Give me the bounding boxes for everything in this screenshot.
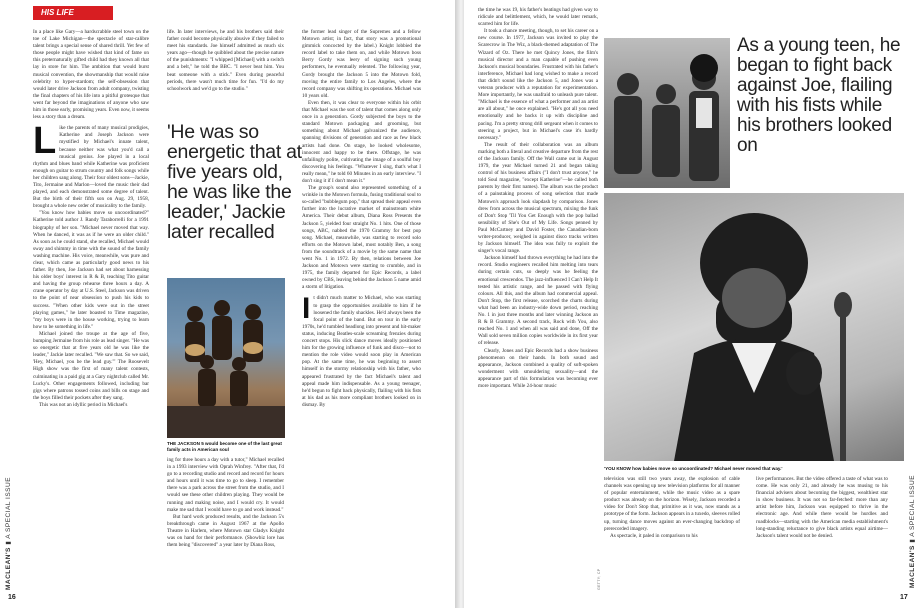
family-photo: [604, 38, 730, 188]
body-paragraph: Michael joined the troupe at the age of five, bumping Jermaine from his role as lead singer. "He was so energetic that at five years old he was like the leader," Jackie later recalled. "We saw that. So we said, 'Hey, Michael, you be the lead guy.'" The Roosevelt High show was the first of many talent contests, culminating in a paid gig at a Gary nightclub called Mr. Lucky's. Other engagements followed, including bar gigs where patrons tossed coins and bills on stage and the boys filled their pockets after they sang.: [33, 330, 149, 401]
body-paragraph: "You know how babies move so uncoordinated?" Katherine told author J. Randy Taraborrelli for a 1991 biography of her son. "Michael never moved that way. When he danced, it was as if he were an older child." As soon as he could stand, she recalled, Michael would sway and shimmy in time with the sound of the family washing machine. His voice, meanwhile, was pure and clear, which came as particularly good news to his father. By then, Joe Jackson had set about harnessing his older boys' interest in R & B, teaching Tito guitar and having the group rehearse three hours a day. A crane operator by day at U.S. Steel, Jackson was driven to the point of near obsession to push his kids to success. "When other kids were out in the street playing games," he later boasted to Time magazine, "my boys were in the house working, trying to learn how to be something in life.": [33, 210, 149, 330]
right-column-2-bottom: [604, 476, 740, 587]
singer-silhouette: [604, 193, 904, 461]
magazine-side-label: MACLEAN'S ▮ A SPECIAL ISSUE: [5, 476, 12, 590]
band-silhouettes: [167, 278, 285, 438]
lead-text: ike the parents of many musical prodigies, Katherine and Joseph Jackson were mystified by Michael's innate talent, because neither was what you'd call a musical genius. Joe played in a local rhythm and blues band while Katherine was proficient enough on guitar to strum country and folk songs while her children sang along. Their four oldest sons—Jackie, Tito, Jermaine and Marlon—loved the music their dad played, and each demonstrated some degree of talent. But the birth of their fifth son on Aug. 29, 1958, brought a whole new order of musicality to the family.: [33, 125, 149, 210]
jackson-5-photo: [167, 278, 285, 438]
left-page: [0, 0, 458, 608]
magazine-name: MACLEAN'S: [909, 545, 916, 588]
family-silhouettes: [604, 38, 730, 188]
body-paragraph: life. In later interviews, he and his brothers said their father could become physically abusive if they failed to meet his standards. Joe himself admitted as much six years ago—though he quibbled about the precise nature of the punishments: "I whipped [Michael] with a switch and a belt," he told the BBC. "I never beat him. You beat someone with a stick." Even during peaceful periods, there wasn't much time for fun. "I'd do my schoolwork and we'd go to the studio.": [167, 29, 284, 92]
body-paragraph: Jackson himself had thrown everything he had into the record. Studio engineers recalled him melting into tears during certain cuts, so deeply was he feeling the emotional crescendos. The jazz-influenced I Can't Help It tested his artistic range, and he passed with flying colours. All this, and the album had commercial appeal. Don't Stop, the first release, scorched the charts during what had been an industry-wide down period, reaching No. 1 in just three months and later winning Jackson an R & B Grammy. A second track, Rock with You, also reached No. 1 and when all was said and done, Off the Wall sold seven million copies worldwide in its first year of release.: [478, 255, 598, 347]
body-paragraph: The result of their collaboration was an album marking both a literal and creative departure from the rest of the Jackson family. Off the Wall came out in August 1979, the year Michael turned 21 and began taking control of his business affairs ("I don't trust anyone," he told Soul magazine, "except Katherine"—he called both parents by their first names). The album was the product of a painstaking process of song selection that made Motown's approach look slapdash by comparison. Jones drew from across the musical spectrum, mixing the funk of Don't Stop 'Til You Get Enough with the pop ballad sensibility of She's Out of My Life. Songs penned by Paul McCartney and David Foster, the Canadian-born writer-producer, weighed in against disco tracks written by Jackson himself. The idea was fully to exploit the singer's vocal range.: [478, 141, 598, 255]
body-paragraph: the time he was 19, his father's beatings had given way to ridicule and belittlement, which, he would later remark, scarred him for life.: [478, 7, 598, 28]
left-column-2-top: [167, 29, 284, 121]
issue-label: A SPECIAL ISSUE: [5, 476, 12, 539]
section-tag: HIS LIFE: [33, 6, 113, 20]
dropcap-letter: L: [33, 120, 57, 163]
dropcap-letter: I: [302, 292, 311, 326]
photo-credit: GETTY; CP: [597, 568, 601, 590]
photo-caption: THE JACKSON 5 would become one of the last great family acts in American soul: [167, 441, 282, 452]
page-number: 17: [900, 594, 908, 601]
body-paragraph: As spectacle, it paled in comparison to his: [610, 532, 698, 539]
photo-caption: 'YOU KNOW how babies move so uncoordinated? Michael never moved that way.': [604, 466, 783, 471]
body-paragraph: live performances. But the video offered a taste of what was to come. He was only 21, and already he was musing to his financial advisers about becoming the biggest, wealthiest star in show business. It was not so far-fetched: more than any artist before him, Jackson was equipped to thrive in the electronic age. And while there would be hurdles and roadblocks—starting with the American media establishment's long-standing reluctance to give black artists equal airtime—Jackson's talent would not be denied.: [756, 476, 888, 539]
pull-quote: As a young teen, he began to fight back against Joe, flailing with his fists while his brothers looked on: [737, 35, 901, 156]
lead-paragraph: [33, 120, 149, 210]
pull-quote: 'He was so energetic that at five years old, he was like the leader,' Jackie later recalled: [167, 121, 302, 243]
body-paragraph: The group's sound also represented something of a wrinkle in the Motown formula, fusing traditional soul to so-called "bubblegum pop," that spread their appeal even further into the lucrative market of mainstream white America. Their debut album, Diana Ross Presents the Jackson 5, yielded four straight No. 1 hits. One of those songs, ABC, nabbed the 1970 Grammy for best pop song. Michael, meanwhile, was starting to record solo efforts on the Motown label, most notably Ben, a song from the soundtrack of a movie by the same name that went No. 1 in 1972. By then, relations between Joe Jackson and Motown were starting to crumble, and in 1975, the family departed for Epic Records, a label owned by CBS, leaving behind the Jackson 5 name amid a storm of litigation.: [302, 185, 421, 291]
body-paragraph: This was not an idyllic period in Michael's: [39, 401, 128, 408]
body-paragraph: ing for three hours a day with a tutor," Michael recalled in a 1993 interview with Oprah Winfrey. "After that, I'd go to a recording studio and record and record for hours and hours until it was time to go to sleep. I remember there was a park across the street from the studio, and I would see these other children playing. They would be running and making noise, and I would cry. It would make me sad that I would have to go and work instead.": [167, 457, 284, 513]
body-paragraph: Even then, it was clear to everyone within his orbit that Michael was the sort of talent that comes along only once in a generation. Gordy subjected the boys to the standard Motown packaging and grooming, but something about Michael galvanized the audience, spanning divisions of generation and race as few black artists had done. On stage, he looked wholesome, innocent and happy to be there. Offstage, he was unfailingly polite, cultivating the image of a soulful boy discovering his feelings. "Whatever I sing, that's what I really mean," he told 60 Minutes in an early interview. "I don't sing it if I don't mean it.": [302, 99, 421, 184]
body-paragraph: the former lead singer of the Supremes and a fellow Motown artist; in fact, that story was a promotional gimmick concocted by the label.) Knight lobbied the record label to take them on, and while Motown boss Berry Gordy was leery of signing such young performers, he eventually relented. The following year, Gordy brought the Jackson 5 into the Motown fold, moving the entire family to Los Angeles, where the record company was shifting its operations. Michael was 10 years old.: [302, 29, 421, 99]
body-paragraph: But hard work produced results, and the Jackson 5's breakthrough came in August 1967 at the Apollo Theatre in Harlem, where Motown star Gladys Knight was on hand for their performance. (Showbiz lore has them being "discovered" a year later by Diana Ross,: [167, 513, 284, 549]
michael-singing-photo: [604, 193, 904, 461]
second-lead-paragraph: [302, 292, 421, 409]
issue-label: A SPECIAL ISSUE: [909, 474, 916, 537]
left-column-3: [302, 29, 421, 586]
body-paragraph: Clearly, Jones and Epic Records had a show business phenomenon on their hands. In both sound and appearance, Jackson combined a quality of soft-spoken wonderment with smouldering sexuality—and the appearance part of this formulation was becoming ever more important. While 24-hour music: [478, 347, 598, 389]
left-column-1: [33, 29, 149, 586]
body-paragraph: television was still two years away, the explosion of cable channels was opening up new television platforms for all manner of popular entertainment, while the music video as a spare product was already on the horizon. Wisely, Jackson recorded a video for Don't Stop that, primitive as it was, now stands as a prototype of the form. Jackson appears in a tuxedo, sleeves rolled up, turning dance moves against an ever-changing backdrop of prerecorded imagery.: [604, 476, 740, 532]
right-page: [464, 0, 922, 608]
magazine-side-label: MACLEAN'S ▮ A SPECIAL ISSUE: [909, 474, 916, 588]
magazine-name: MACLEAN'S: [5, 547, 12, 590]
page-number: 16: [8, 594, 16, 601]
intro-paragraph: In a place like Gary—a hardscrabble steel town on the toe of Lake Michigan—the spectacle of star-calibre talent brings a special sense of shared thrill. Yet few of those people might have wished that kind of fame on this preternaturally gifted child had they known all that lay in store for him. The ambition that would burst musical convention, the showmanship that would raise celebrity to hyper-stardom; the self-obsession that would later drive Jackson from adult company, twisting the final chapters of his life into a pitiful grotesque that went far beyond the imaginations of anyone who saw him in those early, promising years. Even now, it seems less a story than a dream.: [33, 29, 149, 121]
right-column-3-bottom: [756, 476, 888, 587]
lead-text: t didn't much matter to Michael, who was starting to grasp the opportunities available to him if he loosened the family shackles. He'd always been the focal point of the band. But on tour in the early 1970s, he'd tumbled headlong into present and hit-maker status, inducing Beatles-scale screaming frenzies during concert stops. His slick dance moves ideally positioned him for the growing influence of funk and disco—not to mention the role video would soon play in American pop. At the same time, he was beginning to assert himself in the stormy relationship with his father, who appeared frustrated by the fact Michael's talent and appeal made him indispensable. As a young teenager, he'd begun to fight back physically, flailing with his fists at his dad as his more compliant brothers looked on in dismay. By: [302, 295, 421, 408]
body-paragraph: It took a chance meeting, though, to set his career on a new course. In 1977, Jackson was invited to play the Scarecrow in The Wiz, a black-themed adaptation of The Wizard of Oz. There he met Quincy Jones, the film's musical director and a man capable of pushing even Jackson's musical boundaries. Frustrated with his father's interference, Michael had long wished to make a record that didn't sound like the Jackson 5, and Jones was a veteran producer with a reputation for experimentation. More importantly, he was unafraid to unleash pure talent. "Michael is the essence of what a performer and an artist are all about," he once explained. "He's got all you need emotionally and he backs it up with discipline and pacing. I'm a pretty strong drill sergeant when it comes to steering a project, but in Michael's case it's hardly necessary.": [478, 28, 598, 141]
left-column-2-bottom: [167, 457, 284, 587]
right-column-1: [478, 7, 598, 479]
